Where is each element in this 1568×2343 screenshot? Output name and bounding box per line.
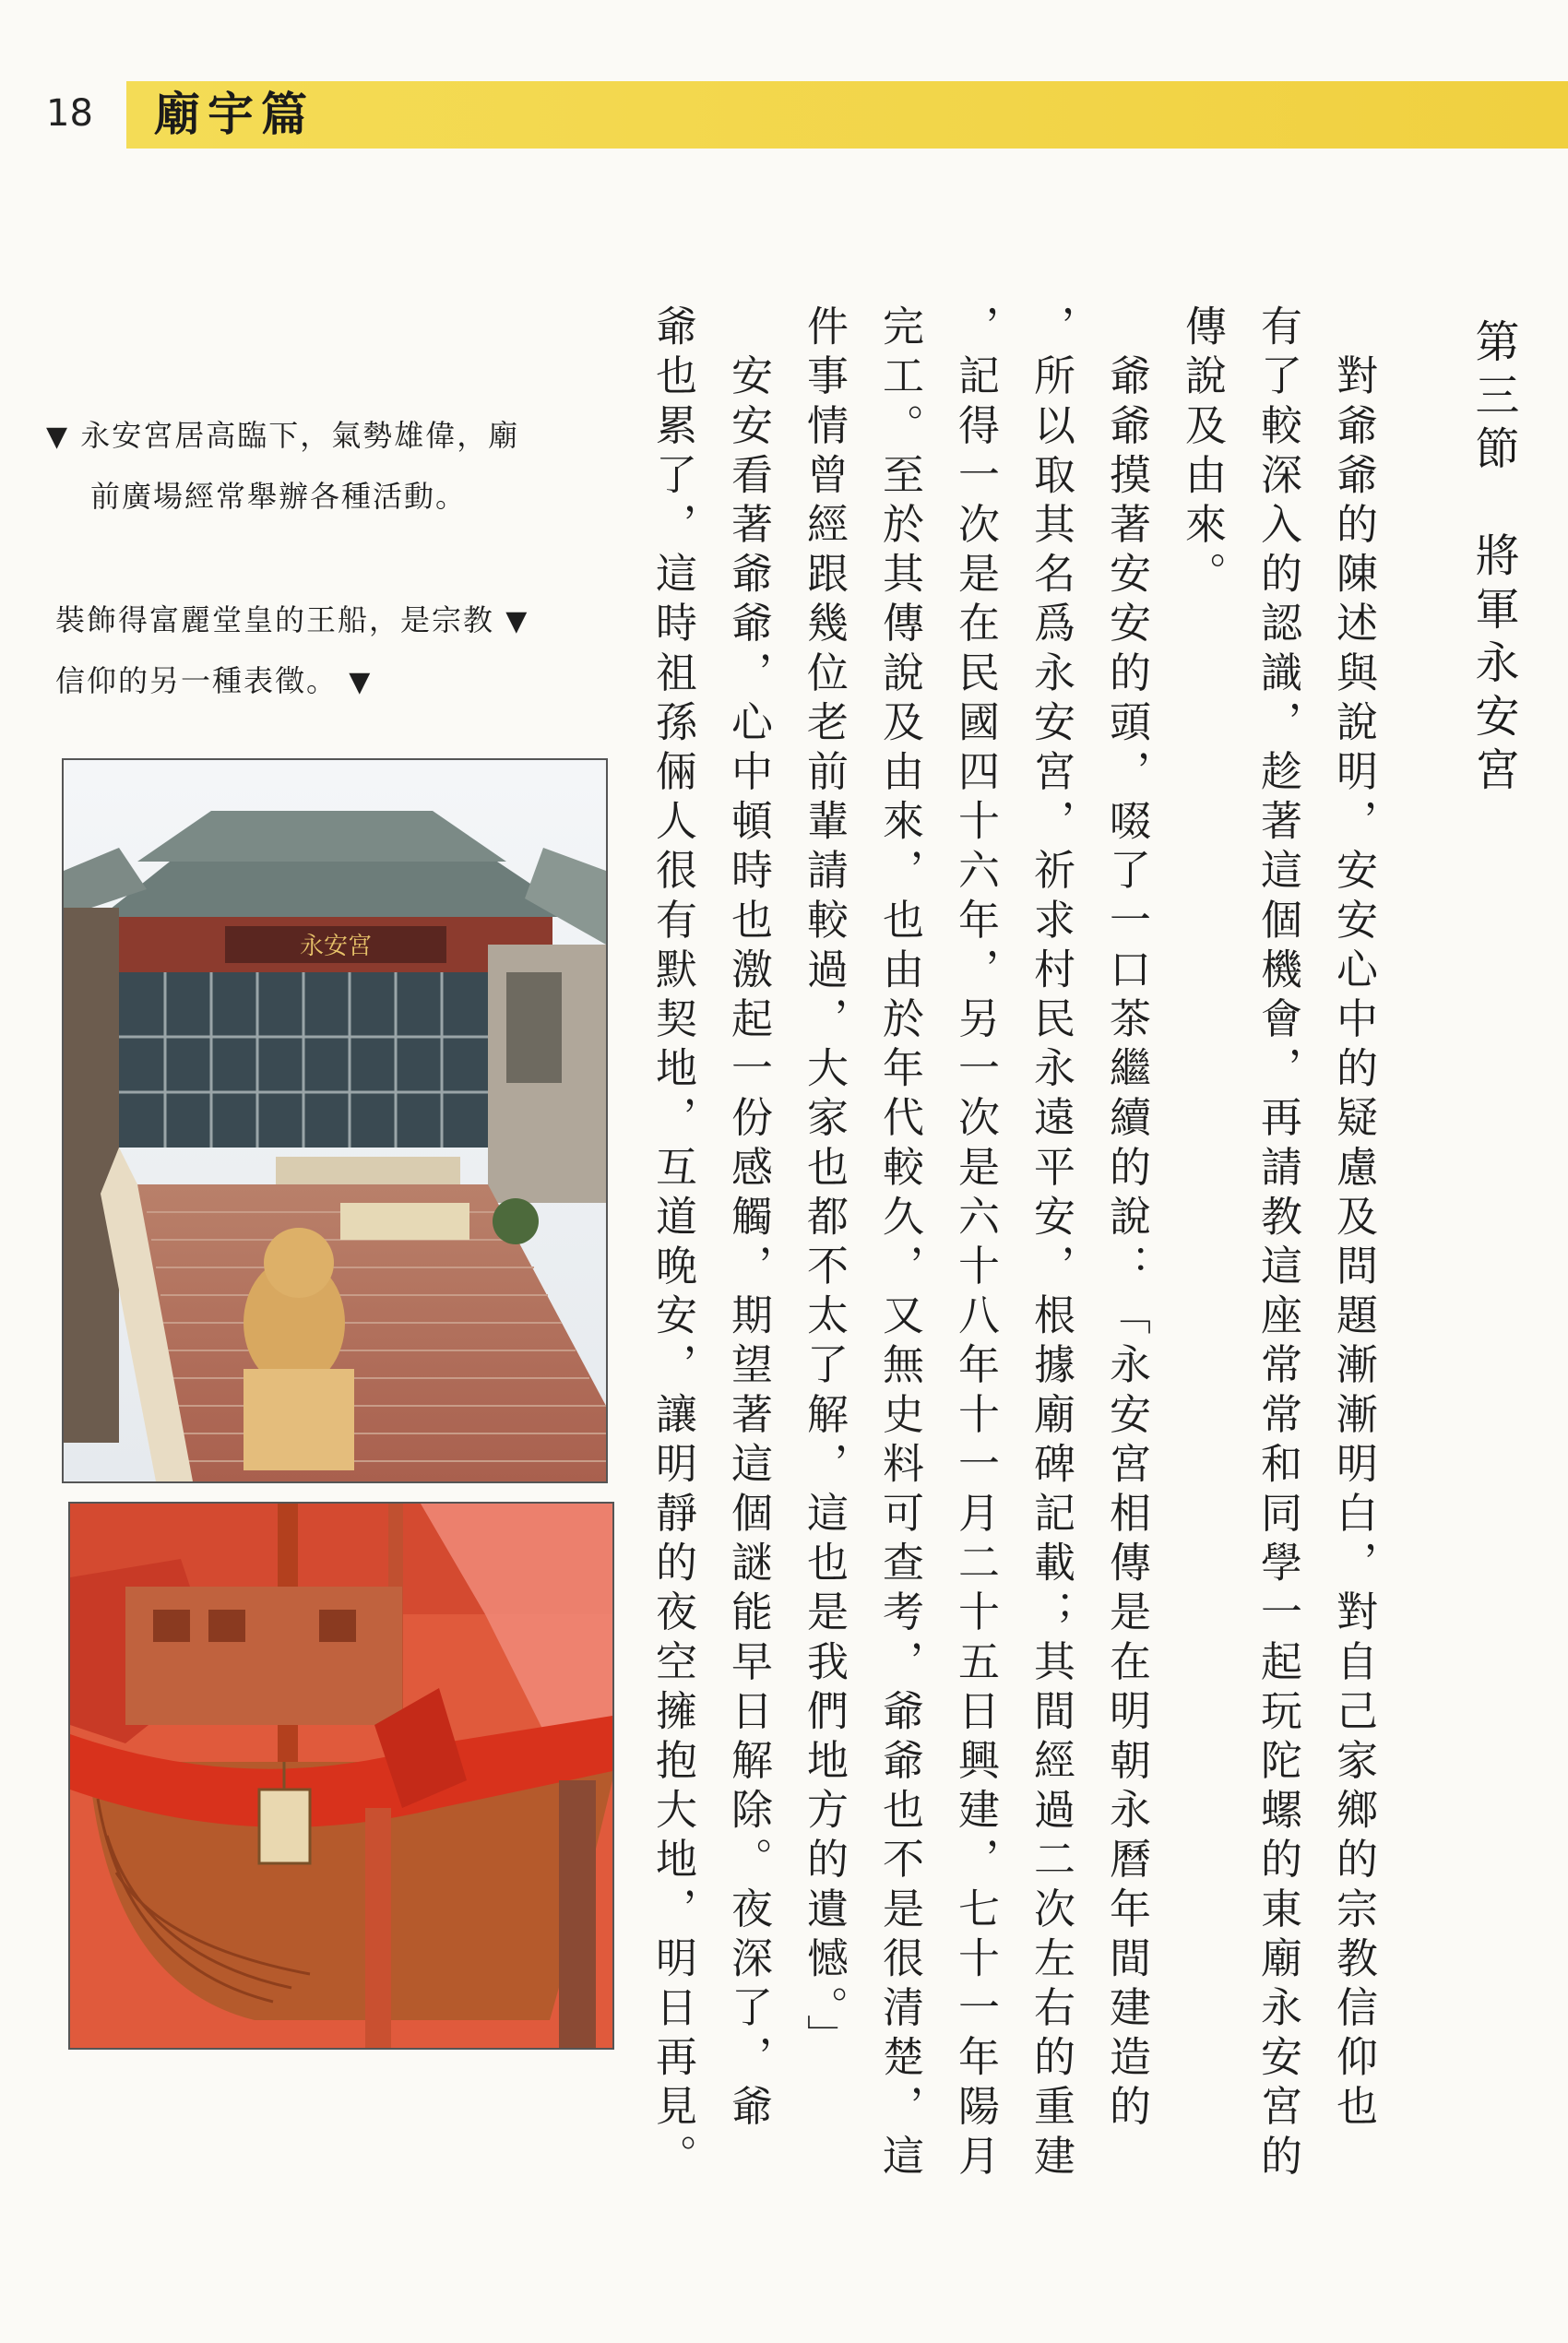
body-column-1: 對爺爺的陳述與說明，安安心中的疑慮及問題漸漸明白，對自己家鄉的宗教信仰也	[1329, 304, 1378, 2135]
photo-wangchuan	[68, 1502, 614, 2050]
caption-wangchuan	[55, 590, 627, 712]
body-column-10: 爺也累了，這時祖孫倆人很有默契地，互道晚安，讓明靜的夜空擁抱大地，明日再見。	[648, 304, 697, 2183]
triangle-down-icon: ▼	[349, 666, 373, 698]
page-number: 18	[46, 92, 93, 135]
photo-temple	[62, 758, 608, 1483]
caption-temple	[46, 406, 627, 526]
caption-wangchuan-line2: 信仰的另一種表徵。	[55, 663, 339, 698]
caption-temple-line2: 前廣場經常舉辦各種活動。	[90, 479, 468, 514]
section-title: 第三節 將軍永安宮	[1467, 318, 1519, 800]
body-column-8: 件事情曾經跟幾位老前輩請較過，大家也都不太了解，這也是我們地方的遺憾。」	[800, 304, 849, 2064]
body-column-4: 爺爺摸著安安的頭，啜了一口茶繼續的說：「永安宮相傳是在明朝永曆年間建造的	[1102, 304, 1151, 2135]
body-column-7: 完工。至於其傳說及由來，也由於年代較久，又無史料可查考，爺爺也不是很清楚，這	[875, 304, 924, 2183]
body-column-5: ，所以取其名爲永安宮，祈求村民永遠平安，根據廟碑記載；其間經過二次左右的重建	[1027, 304, 1075, 2183]
body-column-3: 傳說及由來。	[1178, 304, 1227, 601]
body-column-2: 有了較深入的認識，趁著這個機會，再請教這座常常和同學一起玩陀螺的東廟永安宮的	[1253, 304, 1302, 2183]
body-column-6: ，記得一次是在民國四十六年，另一次是六十八年十一月二十五日興建，七十一年陽月	[951, 304, 1000, 2183]
caption-temple-line1: 永安宮居高臨下，氣勢雄偉，廟	[80, 418, 520, 453]
caption-wangchuan-line1: 裝飾得富麗堂皇的王船，是宗教	[55, 602, 495, 637]
triangle-down-icon: ▼	[46, 421, 70, 453]
chapter-title: 廟宇篇	[154, 88, 315, 141]
chapter-header-bar	[126, 81, 1568, 149]
triangle-down-icon: ▼	[505, 605, 529, 637]
body-column-9: 安安看著爺爺，心中頓時也激起一份感觸，期望著這個謎能早日解除。夜深了，爺	[724, 304, 773, 2135]
temple-plaque-text: 永安宮	[299, 933, 373, 960]
